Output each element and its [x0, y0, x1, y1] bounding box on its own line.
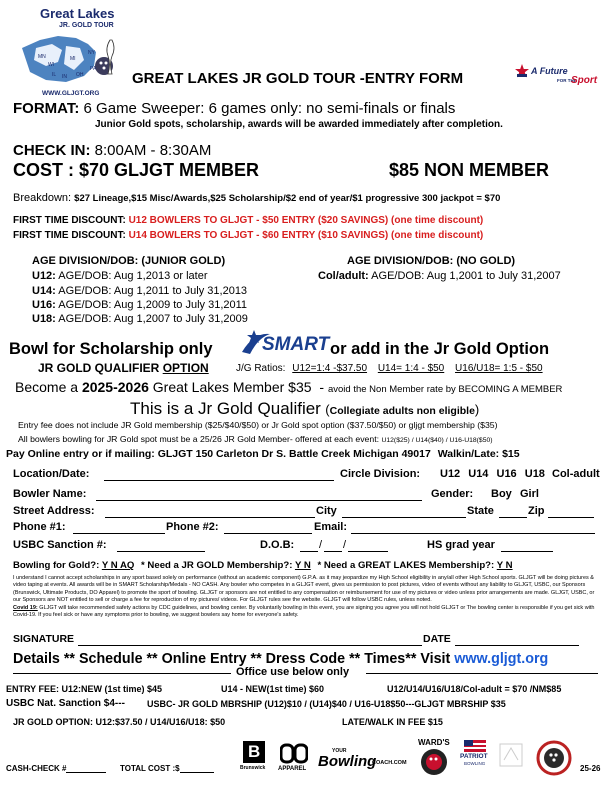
city-label: City [316, 505, 337, 517]
sponsor-wards [414, 738, 454, 778]
junior-division-u16 [32, 299, 247, 311]
office-cash-check [6, 764, 106, 773]
website-link[interactable]: www.gljgt.org [454, 651, 549, 667]
qualifier-label: JR GOLD QUALIFIER [38, 361, 160, 375]
checkin-text: 8:00AM - 8:30AM [94, 142, 212, 159]
state-label: WI [48, 62, 55, 68]
division-label: U18: [32, 313, 56, 325]
cost-non-member: $85 NON MEMBER [389, 160, 550, 180]
format-note: Junior Gold spots, scholarship, awards will be awarded immediately after completion. [95, 119, 503, 130]
date-field[interactable] [455, 645, 579, 646]
checkin-label: CHECK IN: [13, 142, 91, 159]
division-label: U16: [32, 299, 56, 311]
total-cost-label: TOTAL COST :$ [120, 764, 180, 773]
state-label: IL [52, 72, 57, 78]
qualifier-line2-b: U12($25) / U14($40) / U16-U18($50) [381, 437, 493, 444]
logo-url: WWW.GLJGT.ORG [42, 90, 100, 97]
checkin-line [13, 142, 211, 159]
phone2-label: Phone #2: [166, 521, 219, 533]
dob-year-field[interactable] [348, 551, 388, 552]
zip-field[interactable] [548, 517, 594, 518]
phone2-field[interactable] [224, 533, 312, 534]
covid-text: GLJGT will take recommended safety actions by CDC guidelines, and bowling center. By voluntarily bowling in this event, you are signing you agree you will not hold GLJGT or The bowling center is responsible if you get sick with Covid-19. If you feel sick or have any symptoms prior to bowling, we suggest bowlers say home for everyone's safety. [13, 604, 595, 619]
patriot-sub: BOWLING [464, 761, 486, 766]
qualifier-paren: ) [474, 402, 480, 417]
membership-season: 2025-2026 [81, 379, 149, 395]
location-label: Location/Date: [13, 468, 90, 480]
discount-u14 [13, 230, 483, 241]
division-text: AGE/DOB: Aug 1,2007 to July 31,2009 [58, 313, 248, 325]
ratios-label: J/G Ratios: [236, 363, 286, 374]
discount-u12 [13, 215, 483, 226]
circle-division-label: Circle Division: [340, 468, 421, 480]
do-apparel-logo-icon [280, 743, 308, 765]
division-text: AGE/DOB: Aug 1,2011 to July 31,2013 [58, 285, 248, 297]
wards-label: WARD'S [418, 738, 450, 747]
state-label: MN [38, 54, 46, 60]
membership-suffix: Great Lakes Member $35 [152, 379, 312, 395]
qualifier-option: OPTION [162, 361, 209, 375]
smart-text: SMART [262, 334, 330, 355]
covid-label: Covid 19: [13, 604, 38, 611]
dob-month-field[interactable] [300, 551, 318, 552]
sponsor-round-badge [536, 740, 572, 776]
city-field[interactable] [342, 517, 466, 518]
walkin-late: Walkin/Late: $15 [437, 448, 520, 460]
cost-member: COST : $70 GLJGT MEMBER [13, 160, 260, 180]
junior-division-u12 [32, 270, 208, 282]
legal-text [13, 575, 598, 619]
division-label: U14: [32, 285, 56, 297]
qualifier-main: This is a Jr Gold Qualifier [130, 399, 321, 418]
scholarship-right: or add in the Jr Gold Option [330, 340, 550, 358]
phone1-field[interactable] [73, 533, 165, 534]
membership-line [15, 379, 562, 395]
membership-note: avoid the Non Member rate by BECOMING A MEMBER [327, 384, 563, 395]
gender-girl[interactable]: Girl [520, 488, 539, 500]
pay-line [6, 448, 520, 460]
junior-division-u18 [32, 313, 248, 325]
nongold-division-title: AGE DIVISION/DOB: (NO GOLD) [347, 255, 516, 267]
zip-label: Zip [528, 505, 545, 517]
phone1-label: Phone #1: [13, 521, 66, 533]
breakdown-line [13, 192, 500, 204]
legal-paragraph: I understand I cannot accept scholarships in any sport based solely on performance (without an academic component) G.P.A. as it may jeopardize my High School eligibility in any/all other High School sports. GLJGT will be doing pictures & video taping at events. All awards will be in SMART Scholarship/Medals - NO CASH. Any bowler who competes in a GLJGT event, gives us permission to post pictures, video of events without any liability to GLJGT, USBC, our Sponsors (Brunswick, Ultimate Products, DO Apparel) to promote the sport of bowling. GLJGT or sponsors are not entitled to any compensation or reimbursement for use of my pictures or video unless prior arrangements are made. GLJGT, USBC, or our Sponsors are NOT entitled to sell or charge a fee for reproduction of my pictures/ videos. For GLJGT rules see the website. GLJGT will follow USBC rules, unless noted. [13, 575, 595, 604]
junior-division-title: AGE DIVISION/DOB: (JUNIOR GOLD) [32, 255, 226, 267]
brunswick-b: B [248, 742, 261, 761]
nongold-division-row [318, 270, 561, 282]
future-sport: Sport [571, 75, 598, 86]
office-divider-text: Office use below only [236, 666, 350, 678]
future-a: A [531, 66, 538, 76]
discount-text: U12 BOWLERS TO GLJGT - $50 ENTRY ($20 SAVINGS) (one time discount) [128, 215, 484, 226]
format-line [13, 100, 455, 117]
dob-sep: / [319, 539, 323, 551]
state-label: NY [88, 50, 95, 56]
do-apparel-label: APPAREL [278, 766, 307, 772]
jr-gold-membership-label: * Need a JR GOLD Membership?: [141, 560, 293, 571]
qualifier-paren-text: Collegiate adults non eligible [329, 405, 475, 417]
office-divider-left [13, 673, 231, 674]
sponsor-your-bowling-coach [318, 748, 408, 774]
state-label: State [467, 505, 494, 517]
sponsor-patriot [458, 740, 494, 770]
membership-prefix: Become a [15, 379, 79, 395]
division-option-u18[interactable]: U18 [524, 468, 545, 480]
sponsor-brunswick [242, 741, 270, 775]
total-cost-field[interactable] [180, 772, 214, 773]
office-jr-option: JR GOLD OPTION: U12:$37.50 / U14/U16/U18: $50 [13, 717, 226, 727]
office-divider-right [366, 673, 598, 674]
pay-text: Pay Online entry or if mailing: GLJGT 150 Carleton Dr S. Battle Creek Michigan 49017 [6, 448, 431, 460]
sponsor-faded-logo [498, 742, 524, 768]
qualifier-line2 [18, 434, 493, 444]
gljgt-logo [12, 6, 122, 97]
gold-questions [13, 560, 513, 571]
bowler-name-label: Bowler Name: [13, 488, 87, 500]
discount-text: U14 BOWLERS TO GLJGT - $60 ENTRY ($10 SAVINGS) (one time discount) [128, 230, 484, 241]
cash-check-field[interactable] [66, 772, 106, 773]
qualifier-heading [130, 399, 479, 419]
office-entry-fee: ENTRY FEE: U12:NEW (1st time) $45 [6, 684, 163, 694]
gender-boy[interactable]: Boy [491, 488, 512, 500]
format-label: FORMAT: [13, 100, 80, 117]
sponsor-do-apparel [278, 743, 312, 777]
state-label: OH [76, 72, 84, 78]
patriot-label: PATRIOT [460, 753, 488, 760]
scholarship-left: Bowl for Scholarship only [9, 340, 213, 358]
future-for-the: FOR THE [557, 78, 577, 83]
discount-label: FIRST TIME DISCOUNT: [13, 230, 126, 241]
office-late-fee: LATE/WALK IN FEE $15 [342, 717, 443, 727]
bowling-for-gold-label: Bowling for Gold?: [13, 560, 100, 571]
star-icon [515, 64, 529, 78]
dob-sep: / [343, 539, 347, 551]
hs-grad-label: HS grad year [427, 539, 495, 551]
email-label: Email: [314, 521, 348, 533]
page-title: GREAT LAKES JR GOLD TOUR -ENTRY FORM [132, 70, 464, 87]
ratio-u16: U16/U18= 1:5 - $50 [455, 363, 543, 374]
office-total-cost [120, 764, 214, 773]
office-usbc-sanction: USBC Nat. Sanction $4--- [6, 698, 125, 709]
future-for-the-sport-logo [515, 64, 607, 94]
dob-day-field[interactable] [324, 551, 342, 552]
patriot-flag-icon [464, 740, 486, 752]
usbc-field[interactable] [117, 551, 205, 552]
wards-logo-icon [420, 748, 448, 776]
cash-check-label: CASH-CHECK # [6, 764, 67, 773]
location-field[interactable] [104, 480, 334, 481]
ybc-bowling: Bowling [318, 753, 377, 770]
ratio-u12: U12=1:4 -$37.50 [292, 363, 368, 374]
office-entry-rest: U12/U14/U16/U18/Col-adult = $70 /NM$85 [387, 684, 562, 694]
great-lakes-map-icon [18, 26, 118, 90]
street-field[interactable] [105, 517, 315, 518]
round-badge-icon [536, 740, 572, 776]
ratios-line [236, 363, 543, 374]
division-options [440, 468, 600, 480]
division-option-col-adult[interactable]: Col-adult [552, 468, 600, 480]
bowler-name-field[interactable] [96, 500, 422, 501]
details-line [13, 651, 548, 667]
ybc-your: YOUR [332, 748, 347, 754]
future-word: Future [539, 66, 568, 76]
qualifier-option-line [38, 361, 209, 375]
state-label: MI [70, 56, 76, 62]
state-label: PA [90, 66, 97, 72]
division-text: AGE/DOB: Aug 1,2013 or later [58, 270, 208, 282]
date-label: DATE [423, 633, 451, 645]
street-label: Street Address: [13, 505, 95, 517]
qualifier-line2-a: All bowlers bowling for JR Gold spot must be a 25/26 JR Gold Member- offered at each event: [18, 434, 380, 444]
signature-field[interactable] [78, 645, 422, 646]
great-lakes-membership-options[interactable]: Y N [496, 560, 513, 571]
division-text: AGE/DOB: Aug 1,2009 to July 31,2011 [58, 299, 248, 311]
state-label: IN [62, 74, 67, 80]
usbc-label: USBC Sanction #: [13, 539, 107, 551]
division-label: Col/adult: [318, 270, 369, 282]
qualifier-paren: ( [325, 402, 330, 417]
breakdown-text: $27 Lineage,$15 Misc/Awards,$25 Scholarship/$2 end of year/$1 progressive 300 jackpot = $70 [74, 193, 501, 204]
office-entry-u14: U14 - NEW(1st time) $60 [221, 684, 325, 694]
ratio-u14: U14= 1:4 - $50 [377, 363, 445, 374]
qualifier-line1: Entry fee does not include JR Gold membership ($25/$40/$50) or Jr Gold spot option ($37.50/$50) or gljgt membership ($35) [18, 420, 498, 430]
state-field[interactable] [499, 517, 527, 518]
hs-grad-field[interactable] [501, 551, 553, 552]
logo-subtitle: JR. GOLD TOUR [59, 22, 114, 29]
division-label: U12: [32, 270, 56, 282]
great-lakes-membership-label: * Need a GREAT LAKES Membership?: [317, 560, 495, 571]
jr-gold-membership-options[interactable]: Y N [294, 560, 311, 571]
logo-title: Great Lakes [40, 6, 115, 21]
office-usbc-gold: USBC- JR GOLD MBRSHIP (U12)$10 / (U14)$40 / U16-U18$50---GLJGT MBRSHIP $35 [147, 699, 506, 709]
signature-label: SIGNATURE [13, 633, 75, 645]
bowling-for-gold-options[interactable]: Y N AQ [101, 560, 135, 571]
brunswick-label: Brunswick [240, 765, 266, 771]
faded-sponsor-icon [498, 742, 524, 768]
division-option-u14[interactable]: U14 [468, 468, 489, 480]
division-option-u16[interactable]: U16 [496, 468, 517, 480]
division-text: AGE/DOB: Aug 1,2001 to July 31,2007 [371, 270, 561, 282]
format-text: 6 Game Sweeper: 6 games only: no semi-finals or finals [83, 100, 456, 117]
season-code: 25-26 [580, 764, 601, 773]
division-option-u12[interactable]: U12 [440, 468, 461, 480]
junior-division-u14 [32, 285, 247, 297]
details-text: Details ** Schedule ** Online Entry ** Dress Code ** Times** Visit [13, 651, 451, 667]
smart-logo [240, 330, 330, 358]
dob-label: D.O.B: [260, 539, 295, 551]
gender-label: Gender: [431, 488, 474, 500]
breakdown-label: Breakdown: [13, 192, 72, 204]
discount-label: FIRST TIME DISCOUNT: [13, 215, 126, 226]
email-field[interactable] [351, 533, 595, 534]
membership-dash: - [319, 379, 325, 395]
ybc-coach: COACH.COM [372, 760, 407, 766]
